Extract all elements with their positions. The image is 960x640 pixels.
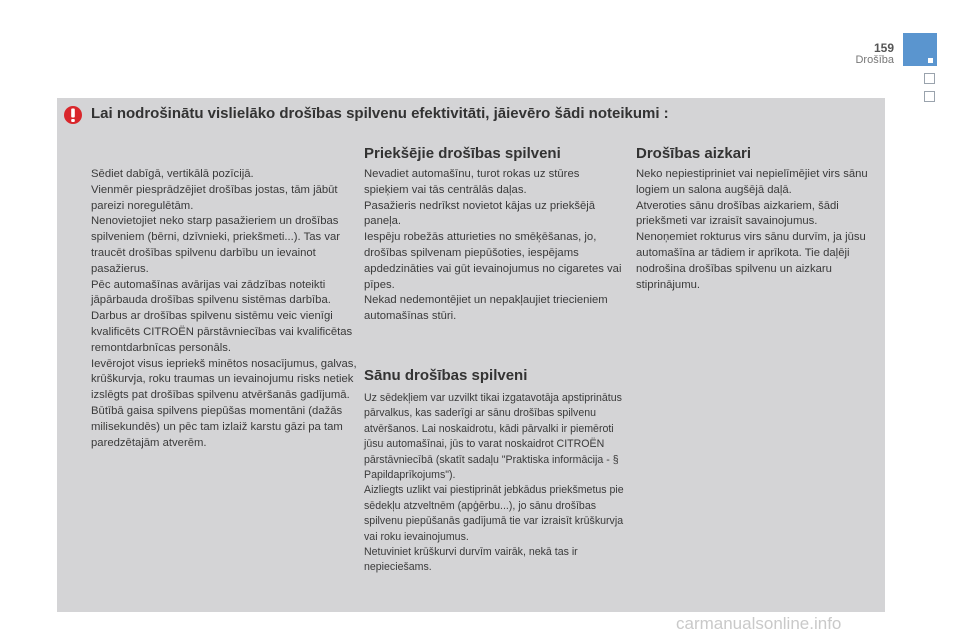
- front-airbags-paragraph: Nevadiet automašīnu, turot rokas uz stūres spieķiem vai tās centrālās daļas.: [364, 168, 580, 196]
- left-paragraph: Pēc automašīnas avārijas vai zādzības noteikti jāpārbauda drošības spilvenu sistēmas darbība.: [91, 278, 331, 307]
- curtain-airbags-paragraph: Neko nepiestipriniet vai nepielīmējiet virs sānu logiem un salona augšējā daļā.: [636, 168, 868, 196]
- chapter-tab-active: [903, 33, 937, 66]
- front-airbags-paragraph: Iespēju robežās atturieties no smēķēšanas, jo, drošības spilvenam piepūšoties, iespējams apdedzināties vai gūt ievainojumus no cigaretes vai pīpes.: [364, 231, 622, 291]
- warning-icon: [62, 105, 84, 125]
- side-airbags-heading: Sānu drošības spilveni: [364, 367, 528, 384]
- left-paragraph: Sēdiet dabīgā, vertikālā pozīcijā.: [91, 168, 254, 180]
- warning-icon-dot: [71, 119, 75, 122]
- chapter-tab-box: [924, 73, 935, 84]
- side-airbags-paragraph: Uz sēdekļiem var uzvilkt tikai izgatavotāja apstiprinātus pārvalkus, kas saderīgi ar sānu drošības spilvenu atvēršanos. Lai noskaidrotu, kādi pārvalki ir piemēroti jūsu automašīnai, jūs to varat noskaidrot CITROËN pārstāvniecībā (skatīt sadaļu "Praktiska informācija - § Papildaprīkojums").: [364, 392, 622, 482]
- left-column: [91, 167, 359, 451]
- side-airbags-paragraph: Netuviniet krūškurvi durvīm vairāk, nekā tas ir nepieciešams.: [364, 546, 578, 574]
- left-paragraph: Nenovietojiet neko starp pasažieriem un drošības spilveniem (bērni, dzīvnieki, priekšmeti...). Tas var traucēt drošības spilvenu darbību un ievainot pasažierus.: [91, 215, 341, 275]
- main-heading: Lai nodrošinātu vislielāko drošības spilvenu efektivitāti, jāievēro šādi noteikumi :: [91, 105, 669, 122]
- curtain-airbags-paragraph: Nenoņemiet rokturus virs sānu durvīm, ja jūsu automašīna ar tādiem ir aprīkota. Tie daļēji nodrošina drošības spilvenu un aizkaru stiprinājumu.: [636, 231, 866, 291]
- left-paragraph: Ievērojot visus iepriekš minētos nosacījumus, galvas, krūškurvja, roku traumas un ievainojumu risks netiek izslēgts pat drošības spilvenu atvēršanās gadījumā. Būtībā gaisa spilvens piepūšas momentāni (dažās milisekundēs) un pēc tam izlaiž karstu gāzi pa tam paredzētajām atverēm.: [91, 357, 357, 449]
- chapter-tab-box: [924, 91, 935, 102]
- front-airbags-text: [364, 167, 626, 325]
- front-airbags-heading: Priekšējie drošības spilveni: [364, 145, 561, 162]
- chapter-tab-marker: [928, 58, 933, 63]
- front-airbags-paragraph: Pasažieris nedrīkst novietot kājas uz priekšējā paneļa.: [364, 199, 596, 228]
- watermark: carmanualsonline.info: [676, 614, 842, 633]
- section-title: Drošība: [855, 54, 894, 66]
- curtain-airbags-heading: Drošības aizkari: [636, 145, 752, 162]
- side-airbags-paragraph: Aizliegts uzlikt vai piestiprināt jebkādus priekšmetus pie sēdekļu atzveltnēm (apģērbu...), jo sānu drošības spilvenu piepūšanās gadījumā tie var izraisīt krūškurvja vai roku ievainojumus.: [364, 484, 624, 543]
- page-number: 159: [873, 41, 894, 55]
- left-paragraph: Vienmēr piesprādzējiet drošības jostas, tām jābūt pareizi noregulētām.: [91, 183, 338, 212]
- left-paragraph: Darbus ar drošības spilvenu sistēmu veic vienīgi kvalificēts CITROËN pārstāvniecības vai kvalificētas remontdarbnīcas personāls.: [91, 310, 353, 354]
- curtain-airbags-paragraph: Atveroties sānu drošības aizkariem, šādi priekšmeti var izraisīt savainojumus.: [636, 199, 839, 228]
- front-airbags-paragraph: Nekad nedemontējiet un nepakļaujiet triecieniem automašīnas stūri.: [364, 294, 608, 323]
- warning-icon-bar: [71, 109, 75, 118]
- side-airbags-text: [364, 391, 626, 576]
- curtain-airbags-text: [636, 167, 876, 293]
